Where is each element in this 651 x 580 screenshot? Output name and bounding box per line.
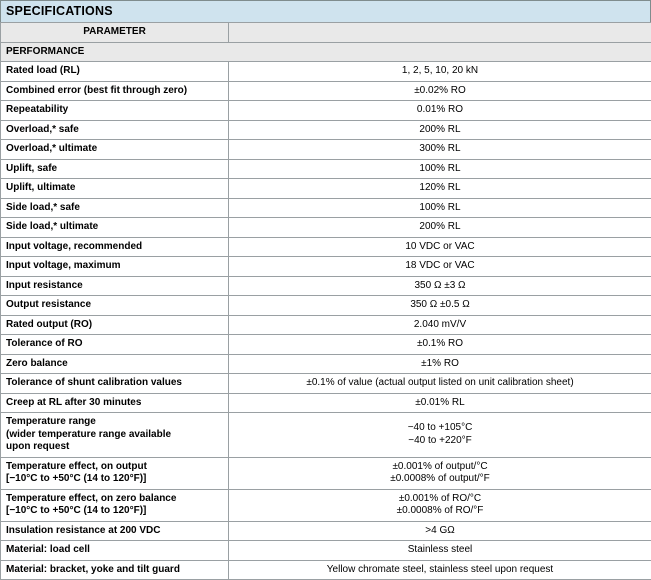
row-label: Material: bracket, yoke and tilt guard — [1, 560, 229, 580]
row-label: Combined error (best fit through zero) — [1, 81, 229, 101]
row-label: Zero balance — [1, 354, 229, 374]
section-row-performance — [1, 42, 651, 62]
row-value: 350 Ω ±0.5 Ω — [229, 296, 651, 316]
row-label: Side load,* ultimate — [1, 218, 229, 238]
row-label-line2: [−10°C to +50°C (14 to 120°F)] — [6, 473, 223, 486]
row-value: Yellow chromate steel, stainless steel upon request — [229, 560, 651, 580]
row-label: Output resistance — [1, 296, 229, 316]
row-label: Input voltage, maximum — [1, 257, 229, 277]
table-row — [1, 120, 651, 140]
table-row — [1, 159, 651, 179]
row-label: Creep at RL after 30 minutes — [1, 393, 229, 413]
row-label: Repeatability — [1, 101, 229, 121]
section-heading-performance: PERFORMANCE — [1, 42, 651, 62]
row-label: Input voltage, recommended — [1, 237, 229, 257]
row-value-line2: ±0.0008% of RO/°F — [234, 505, 646, 518]
row-label: Insulation resistance at 200 VDC — [1, 521, 229, 541]
row-label-multiline — [1, 413, 229, 458]
table-row — [1, 62, 651, 82]
row-value: >4 GΩ — [229, 521, 651, 541]
table-row — [1, 393, 651, 413]
row-value: 350 Ω ±3 Ω — [229, 276, 651, 296]
row-label: Tolerance of RO — [1, 335, 229, 355]
row-value: ±0.02% RO — [229, 81, 651, 101]
table-row — [1, 354, 651, 374]
table-row — [1, 140, 651, 160]
table-row — [1, 237, 651, 257]
row-value: 200% RL — [229, 120, 651, 140]
table-header-row — [1, 23, 651, 43]
row-value: ±0.1% of value (actual output listed on unit calibration sheet) — [229, 374, 651, 394]
row-value: 300% RL — [229, 140, 651, 160]
table-row — [1, 218, 651, 238]
row-value-multiline — [229, 457, 651, 489]
row-label: Rated output (RO) — [1, 315, 229, 335]
row-label: Overload,* safe — [1, 120, 229, 140]
row-label: Uplift, ultimate — [1, 179, 229, 199]
table-row — [1, 374, 651, 394]
table-row — [1, 276, 651, 296]
column-header-parameter: PARAMETER — [1, 23, 229, 43]
specifications-table — [0, 22, 651, 580]
row-label-line2: [−10°C to +50°C (14 to 120°F)] — [6, 505, 223, 518]
row-value: ±0.01% RL — [229, 393, 651, 413]
row-label: Rated load (RL) — [1, 62, 229, 82]
table-row — [1, 457, 651, 489]
row-label: Side load,* safe — [1, 198, 229, 218]
table-row — [1, 81, 651, 101]
row-label-line2: (wider temperature range available — [6, 429, 223, 442]
table-row — [1, 101, 651, 121]
row-value: ±0.1% RO — [229, 335, 651, 355]
row-value: 10 VDC or VAC — [229, 237, 651, 257]
row-label-multiline — [1, 489, 229, 521]
table-row — [1, 257, 651, 277]
row-value: 2.040 mV/V — [229, 315, 651, 335]
row-value: 120% RL — [229, 179, 651, 199]
table-row — [1, 335, 651, 355]
row-value: ±1% RO — [229, 354, 651, 374]
table-row — [1, 296, 651, 316]
row-label-line1: Temperature effect, on zero balance — [6, 493, 223, 506]
row-value: 0.01% RO — [229, 101, 651, 121]
table-row — [1, 489, 651, 521]
specifications-title: SPECIFICATIONS — [0, 0, 651, 22]
row-value-line2: −40 to +220°F — [234, 435, 646, 448]
row-label-line3: upon request — [6, 441, 223, 454]
row-label-line1: Temperature range — [6, 416, 223, 429]
table-row — [1, 179, 651, 199]
table-row — [1, 521, 651, 541]
table-row — [1, 413, 651, 458]
row-label-line1: Temperature effect, on output — [6, 461, 223, 474]
table-row — [1, 315, 651, 335]
row-value: 100% RL — [229, 159, 651, 179]
row-label-multiline — [1, 457, 229, 489]
row-label: Overload,* ultimate — [1, 140, 229, 160]
row-label: Input resistance — [1, 276, 229, 296]
row-value: 100% RL — [229, 198, 651, 218]
row-value-multiline — [229, 489, 651, 521]
table-row — [1, 541, 651, 561]
row-value: 1, 2, 5, 10, 20 kN — [229, 62, 651, 82]
row-value: 200% RL — [229, 218, 651, 238]
row-value-line1: ±0.001% of RO/°C — [234, 493, 646, 506]
row-value-line1: −40 to +105°C — [234, 422, 646, 435]
row-value-line2: ±0.0008% of output/°F — [234, 473, 646, 486]
row-label: Uplift, safe — [1, 159, 229, 179]
table-row — [1, 198, 651, 218]
row-value: 18 VDC or VAC — [229, 257, 651, 277]
row-label: Material: load cell — [1, 541, 229, 561]
specifications-table-body — [1, 23, 651, 580]
row-value-multiline — [229, 413, 651, 458]
row-value-line1: ±0.001% of output/°C — [234, 461, 646, 474]
row-value: Stainless steel — [229, 541, 651, 561]
column-header-value — [229, 23, 651, 43]
row-label: Tolerance of shunt calibration values — [1, 374, 229, 394]
